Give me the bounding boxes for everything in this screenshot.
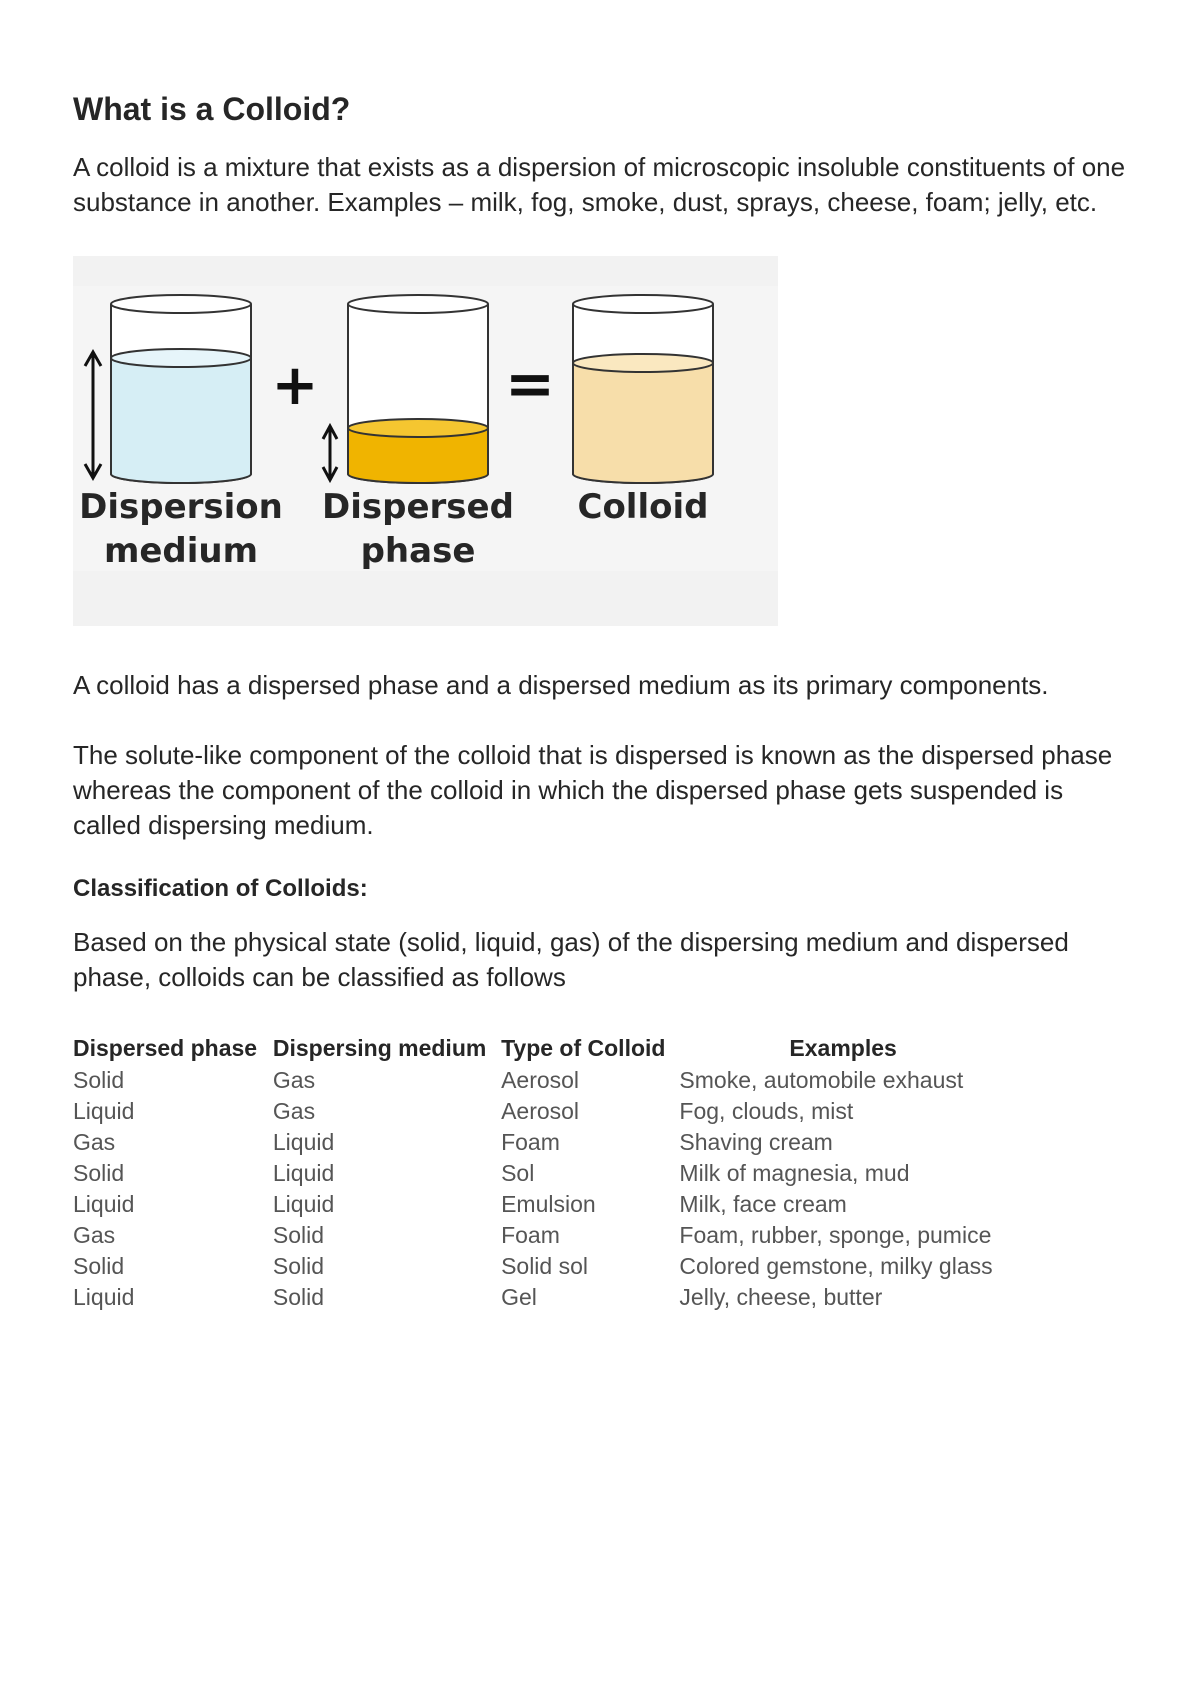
table-row — [73, 1158, 1133, 1189]
phase-label-line2: phase — [360, 531, 476, 572]
table-row — [73, 1220, 1133, 1251]
table-row — [73, 1189, 1133, 1220]
phase-label-line1: Dispersed — [322, 487, 514, 528]
cell-type: Sol — [501, 1159, 535, 1186]
cell-examples: Milk, face cream — [679, 1190, 847, 1217]
table-row — [73, 1127, 1133, 1158]
cell-dispersed-phase: Liquid — [73, 1283, 135, 1310]
cell-dispersed-phase: Gas — [73, 1128, 116, 1155]
cell-dispersing-medium: Solid — [272, 1283, 325, 1310]
header-dispersing-medium: Dispersing medium — [272, 1035, 487, 1062]
cell-type: Gel — [501, 1283, 537, 1310]
equals-sign: = — [504, 349, 556, 420]
medium-label-line2: medium — [103, 531, 259, 572]
table-row — [73, 1065, 1133, 1096]
classification-heading: Classification of Colloids: — [73, 875, 368, 903]
plus-sign: + — [271, 353, 319, 419]
cell-dispersing-medium: Liquid — [272, 1190, 335, 1217]
cell-type: Aerosol — [501, 1097, 580, 1124]
cell-examples: Milk of magnesia, mud — [679, 1159, 910, 1186]
cell-dispersed-phase: Solid — [73, 1066, 125, 1093]
cell-type: Foam — [501, 1128, 560, 1155]
cell-dispersing-medium: Solid — [272, 1252, 325, 1279]
header-type-of-colloid: Type of Colloid — [501, 1035, 666, 1062]
cell-dispersed-phase: Gas — [73, 1221, 116, 1248]
medium-liquid — [111, 358, 251, 483]
cell-dispersed-phase: Solid — [73, 1252, 125, 1279]
classification-intro: Based on the physical state (solid, liquid, gas) of the dispersing medium and dispersed phase, colloids can be classified as follows — [73, 926, 1069, 992]
definition-paragraph: The solute-like component of the colloid that is dispersed is known as the dispersed phase whereas the component of the colloid in which the dispersed phase gets suspended is called dispersing medium. — [73, 740, 1113, 841]
cell-examples: Colored gemstone, milky glass — [679, 1252, 993, 1279]
cell-dispersing-medium: Liquid — [272, 1159, 335, 1186]
colloid-diagram-svg — [73, 256, 778, 626]
cell-type: Foam — [501, 1221, 560, 1248]
colloid-label: Colloid — [577, 487, 709, 528]
cell-dispersing-medium: Solid — [272, 1221, 325, 1248]
cell-examples: Foam, rubber, sponge, pumice — [679, 1221, 992, 1248]
table-row — [73, 1282, 1133, 1313]
header-examples: Examples — [789, 1035, 897, 1062]
cell-type: Solid sol — [501, 1252, 588, 1279]
cell-type: Emulsion — [501, 1190, 596, 1217]
document-page — [73, 90, 1133, 1313]
cell-dispersed-phase: Liquid — [73, 1097, 135, 1124]
cell-type: Aerosol — [501, 1066, 580, 1093]
table-header-row — [73, 1033, 1133, 1065]
table-row — [73, 1096, 1133, 1127]
components-paragraph: A colloid has a dispersed phase and a dispersed medium as its primary components. — [73, 670, 1049, 701]
header-dispersed-phase: Dispersed phase — [73, 1035, 258, 1062]
colloid-beaker — [573, 295, 713, 483]
medium-label-line1: Dispersion — [79, 487, 283, 528]
dispersion-medium-beaker — [111, 295, 251, 483]
dispersed-phase-beaker — [348, 295, 488, 483]
table-row — [73, 1251, 1133, 1282]
cell-dispersed-phase: Liquid — [73, 1190, 135, 1217]
page-title: What is a Colloid? — [73, 91, 351, 127]
colloid-diagram — [73, 256, 778, 626]
cell-dispersing-medium: Gas — [272, 1066, 316, 1093]
cell-dispersed-phase: Solid — [73, 1159, 125, 1186]
intro-paragraph: A colloid is a mixture that exists as a dispersion of microscopic insoluble constituents of one substance in another. Examples – milk, fog, smoke, dust, sprays, cheese, foam; jelly, etc. — [73, 152, 1126, 218]
cell-examples: Shaving cream — [679, 1128, 833, 1155]
cell-dispersing-medium: Gas — [272, 1097, 316, 1124]
colloid-liquid — [573, 363, 713, 483]
cell-examples: Smoke, automobile exhaust — [679, 1066, 964, 1093]
colloid-classification-table — [73, 1033, 1133, 1313]
cell-dispersing-medium: Liquid — [272, 1128, 335, 1155]
cell-examples: Fog, clouds, mist — [679, 1097, 854, 1124]
cell-examples: Jelly, cheese, butter — [679, 1283, 883, 1310]
